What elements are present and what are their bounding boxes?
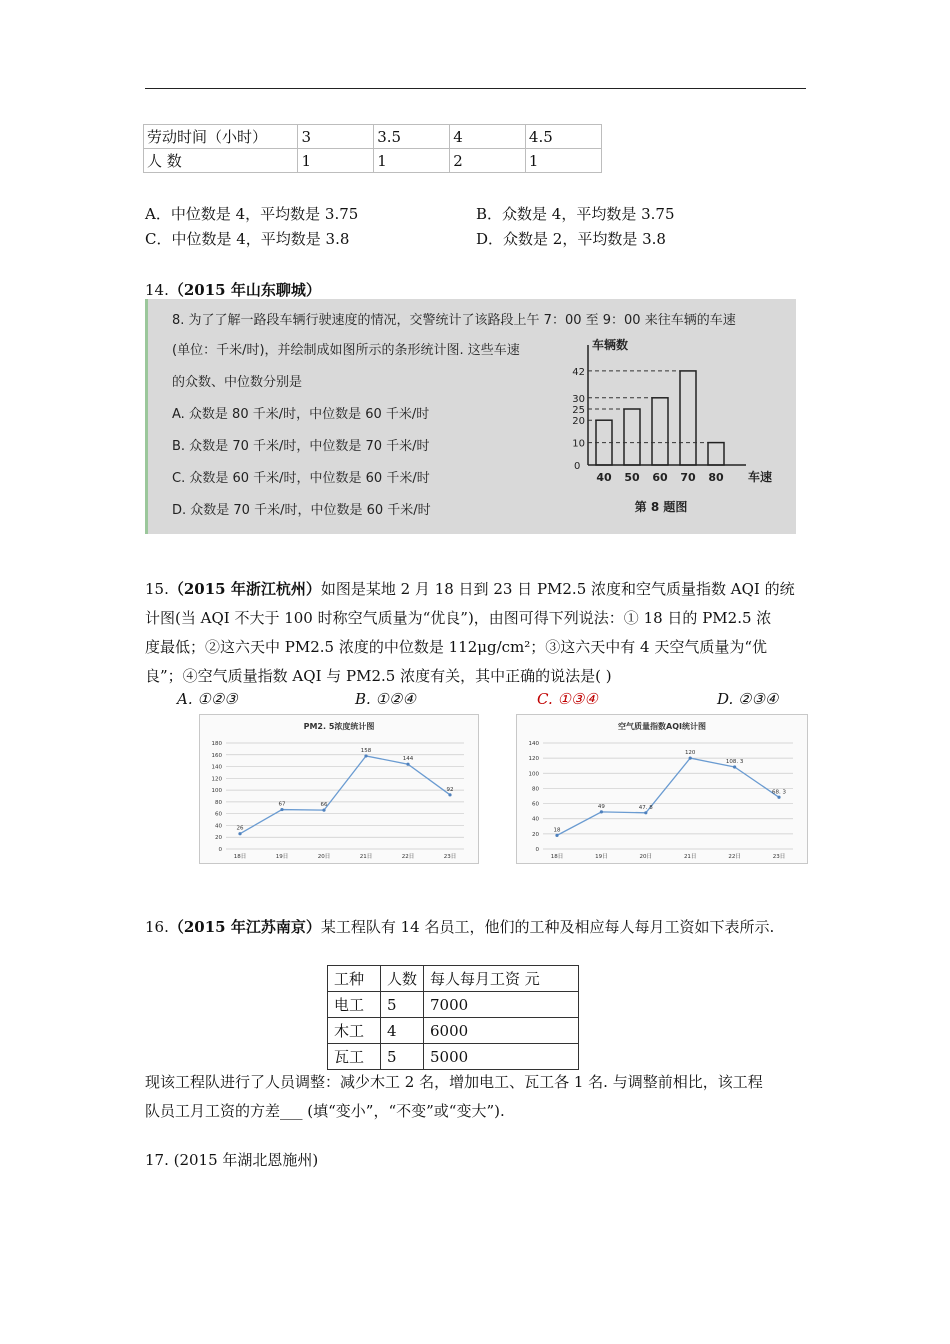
pm25-line-chart (200, 715, 478, 863)
y-tick-label: 120 (528, 756, 539, 763)
q16-after-text (145, 1068, 815, 1126)
y-tick-label: 60 (215, 811, 222, 818)
data-label: 49 (597, 803, 605, 810)
y-tick-label: 80 (215, 799, 222, 806)
y-tick-label: 100 (211, 788, 222, 795)
x-tick-label: 22日 (401, 854, 415, 860)
x-tick-label: 18日 (550, 854, 564, 860)
q13-option-b: B．众数是 4，平均数是 3.75 (476, 205, 675, 223)
x-tick-label: 20日 (639, 854, 653, 860)
data-label: 47. 8 (638, 804, 653, 811)
y-tick-label: 10 (572, 438, 585, 450)
pm25-chart-frame (199, 714, 479, 864)
question-source: （2015 年浙江杭州） (168, 580, 321, 598)
scan-text-line: 的众数、中位数分别是 (172, 375, 303, 390)
table-cell: 电工 (328, 992, 381, 1018)
scan-option-d: D. 众数是 70 千米/时，中位数是 60 千米/时 (172, 503, 431, 518)
q15-line-3: 度最低；②这六天中 PM2.5 浓度的中位数是 112μg/cm²；③这六天中有 4 天空气质量为“优 (145, 638, 768, 656)
table-cell: 人 数 (144, 149, 298, 173)
table-row (144, 125, 602, 149)
x-tick-label: 20日 (317, 854, 331, 860)
bar (680, 371, 696, 465)
data-label: 120 (684, 750, 696, 757)
y-tick-label: 160 (211, 752, 222, 759)
table-cell: 1 (298, 149, 374, 173)
x-tick-label: 50 (624, 471, 640, 484)
scan-text-line: (单位：千米/时)，并绘制成如图所示的条形统计图. 这些车速 (172, 343, 520, 358)
x-tick-label: 70 (680, 471, 696, 484)
table-cell: 5000 (424, 1044, 579, 1070)
table-cell: 5 (381, 1044, 424, 1070)
chart-title: 空气质量指数AQI统计图 (618, 722, 706, 731)
scan-option-a: A. 众数是 80 千米/时，中位数是 60 千米/时 (172, 407, 430, 422)
y-tick-label: 0 (218, 847, 222, 853)
data-point (689, 757, 692, 760)
q16-intro (145, 913, 815, 942)
data-point (555, 834, 558, 837)
q13-option-c: C．中位数是 4，平均数是 3.8 (145, 230, 350, 248)
x-tick-label: 23日 (443, 854, 457, 860)
wage-table (327, 965, 579, 1070)
y-tick-label: 60 (532, 801, 539, 808)
y-tick-label: 120 (211, 776, 222, 783)
data-point (238, 832, 241, 835)
q15-option-d: D. ②③④ (717, 690, 779, 708)
question-number: 15. (145, 580, 169, 598)
table-header-cell: 工种 (328, 966, 381, 992)
x-tick-label: 18日 (233, 854, 247, 860)
q15-text (145, 575, 815, 691)
y-tick-label: 42 (572, 366, 585, 378)
table-cell: 木工 (328, 1018, 381, 1044)
data-point (733, 765, 736, 768)
q15-line (145, 575, 815, 604)
data-label: 158 (360, 747, 372, 754)
scan-text-line: 8. 为了了解一路段车辆行驶速度的情况，交警统计了该路段上午 7：00 至 9：00 来往车辆的车速 (172, 313, 736, 328)
scan-option-b: B. 众数是 70 千米/时，中位数是 70 千米/时 (172, 439, 430, 454)
y-axis-label: 车辆数 (592, 338, 629, 352)
x-tick-label: 60 (652, 471, 668, 484)
table-row (328, 1018, 579, 1044)
data-point (406, 763, 409, 766)
data-label: 66 (320, 802, 328, 809)
scan-option-c: C. 众数是 60 千米/时，中位数是 60 千米/时 (172, 471, 430, 486)
q15-option-b: B. ①②④ (355, 690, 416, 708)
table-row (144, 149, 602, 173)
x-tick-label: 21日 (683, 854, 697, 860)
data-label: 108. 3 (725, 759, 744, 766)
table-cell: 5 (381, 992, 424, 1018)
x-tick-label: 19日 (595, 854, 608, 860)
table-cell: 4 (381, 1018, 424, 1044)
table-cell: 4 (450, 125, 526, 149)
table-cell: 1 (374, 149, 450, 173)
q15-option-a: A. ①②③ (177, 690, 238, 708)
data-point (777, 796, 780, 799)
x-tick-label: 40 (596, 471, 612, 484)
y-tick-label: 20 (215, 835, 222, 842)
y-tick-label: 140 (528, 741, 539, 747)
speed-bar-chart (566, 337, 776, 527)
bar (624, 409, 640, 465)
work-hours-table (143, 124, 602, 173)
origin-label: 0 (574, 461, 581, 472)
y-tick-label: 100 (528, 771, 539, 778)
x-tick-label: 19日 (275, 854, 289, 860)
data-label: 92 (446, 786, 454, 793)
data-label: 26 (236, 825, 244, 832)
table-cell: 劳动时间（小时） (144, 125, 298, 149)
table-row (328, 992, 579, 1018)
y-tick-label: 30 (572, 393, 585, 405)
y-tick-label: 40 (215, 823, 222, 830)
table-header-row (328, 966, 579, 992)
data-label: 144 (402, 756, 414, 763)
question-source: （2015 年山东聊城） (168, 281, 321, 299)
header-rule (145, 88, 806, 89)
table-row (328, 1044, 579, 1070)
data-point (322, 809, 325, 812)
q16-after-line-1: 现该工程队进行了人员调整：减少木工 2 名，增加电工、瓦工各 1 名. 与调整前相比，该工程 (145, 1073, 763, 1091)
y-tick-label: 0 (535, 847, 539, 853)
series-line (240, 756, 450, 834)
x-tick-label: 21日 (359, 854, 373, 860)
table-header-cell: 每人每月工资 元 (424, 966, 579, 992)
question-source: （2015 年江苏南京） (168, 918, 321, 936)
q16-intro-text: 某工程队有 14 名员工，他们的工种及相应每人每月工资如下表所示. (320, 918, 775, 936)
bar (708, 443, 724, 465)
q15-line-2: 计图(当 AQI 不大于 100 时称空气质量为“优良”)，由图可得下列说法：① 18 日的 PM2.5 浓 (145, 609, 772, 627)
q15-line-1: 如图是某地 2 月 18 日到 23 日 PM2.5 浓度和空气质量指数 AQI 的统 (320, 580, 795, 598)
y-tick-label: 80 (532, 786, 539, 793)
aqi-line-chart (517, 715, 807, 863)
x-tick-label: 23日 (772, 854, 786, 860)
scanned-question-image (145, 299, 796, 534)
x-tick-label: 22日 (728, 854, 741, 860)
y-tick-label: 140 (211, 764, 222, 771)
table-header-cell: 人数 (381, 966, 424, 992)
q14-heading (145, 279, 321, 300)
chart-title: PM2. 5浓度统计图 (303, 722, 375, 731)
y-tick-label: 20 (532, 831, 539, 838)
data-label: 67 (278, 801, 286, 808)
table-cell: 7000 (424, 992, 579, 1018)
data-point (644, 811, 647, 814)
data-point (448, 793, 451, 796)
data-point (364, 754, 367, 757)
data-label: 18 (553, 827, 561, 834)
y-tick-label: 40 (532, 816, 539, 823)
series-line (557, 758, 779, 835)
table-cell: 2 (450, 149, 526, 173)
x-axis-label: 车速 (748, 470, 773, 484)
table-cell: 瓦工 (328, 1044, 381, 1070)
q13-option-a: A．中位数是 4，平均数是 3.75 (145, 205, 359, 223)
table-cell: 6000 (424, 1018, 579, 1044)
chart-caption: 第 8 题图 (634, 500, 688, 514)
aqi-chart-frame (516, 714, 808, 864)
data-point (600, 810, 603, 813)
q13-option-d: D．众数是 2，平均数是 3.8 (476, 230, 666, 248)
y-tick-label: 20 (572, 416, 585, 428)
table-cell: 4.5 (525, 125, 601, 149)
question-number: 16. (145, 918, 169, 936)
y-tick-label: 180 (211, 741, 222, 747)
question-number: 14. (145, 281, 169, 299)
x-tick-label: 80 (708, 471, 724, 484)
bar (652, 398, 668, 465)
q15-line-4: 良”；④空气质量指数 AQI 与 PM2.5 浓度有关，其中正确的说法是( ) (145, 667, 612, 685)
table-cell: 1 (525, 149, 601, 173)
data-label: 68. 3 (772, 789, 786, 796)
q15-option-c: C. ①③④ (537, 690, 598, 708)
table-cell: 3.5 (374, 125, 450, 149)
q17-heading: 17. (2015 年湖北恩施州) (145, 1151, 319, 1169)
data-point (280, 808, 283, 811)
y-tick-label: 25 (572, 405, 585, 416)
q16-after-line-2: 队员工月工资的方差___ (填“变小”，“不变”或“变大”). (145, 1102, 505, 1120)
table-cell: 3 (298, 125, 374, 149)
